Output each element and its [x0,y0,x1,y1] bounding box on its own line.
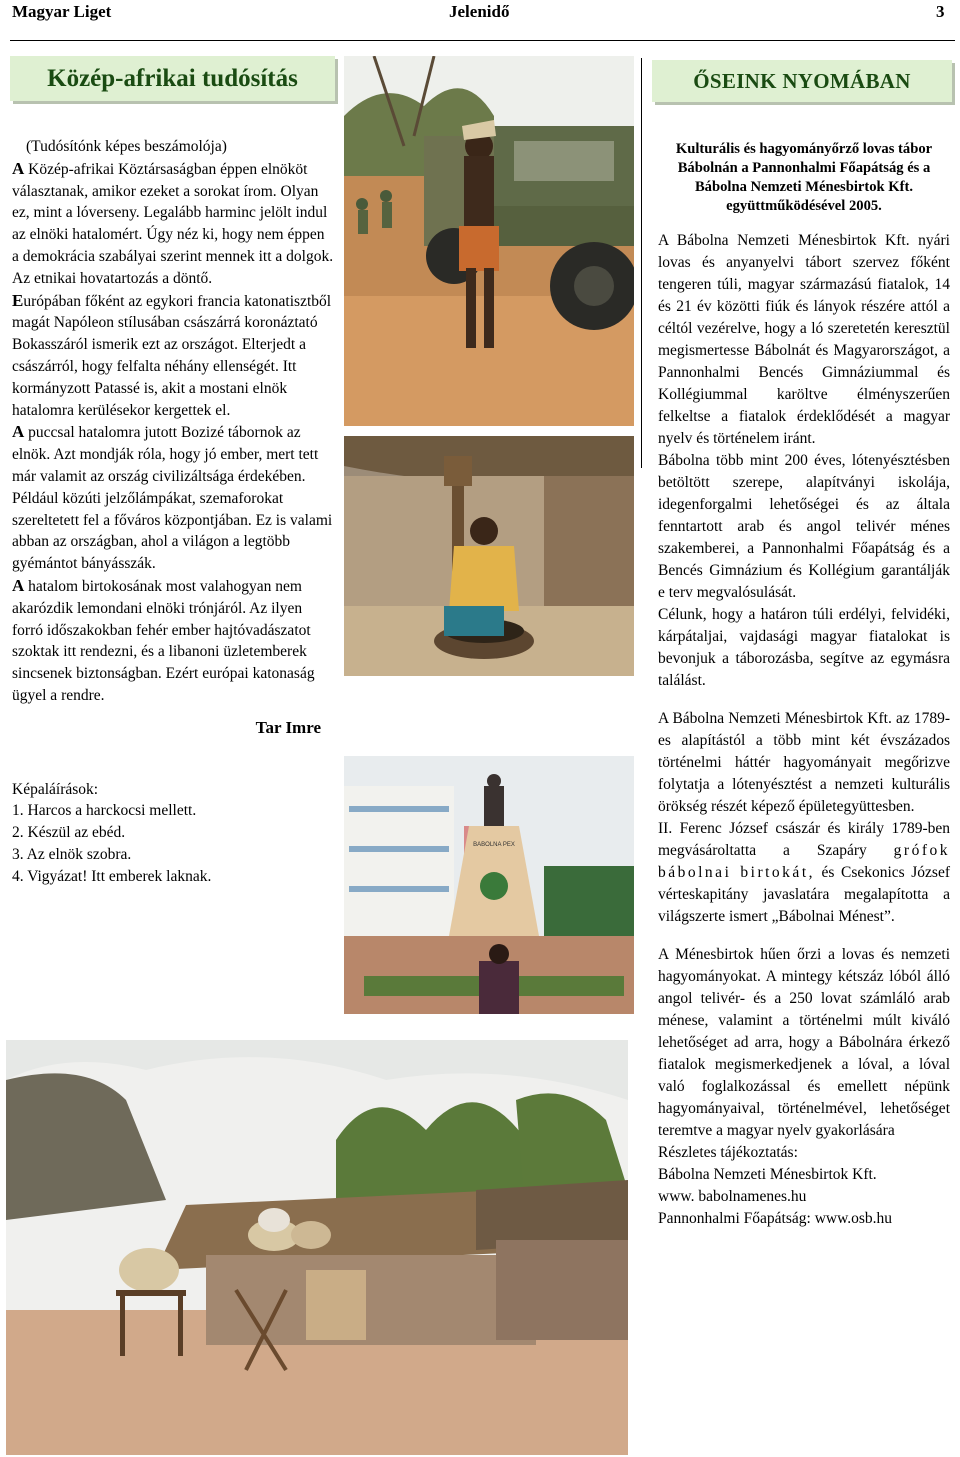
photo-monument [344,756,634,1014]
monument-sign: BABOLNA PEX [473,842,515,848]
contact-line-1: Bábolna Nemzeti Ménesbirtok Kft. [658,1166,877,1183]
right-article-title: ŐSEINK NYOMÁBAN [693,68,911,93]
section-name: Jelenidő [449,2,510,21]
photo-warrior-truck [344,56,634,426]
right-paragraph-2: Bábolna több mint 200 éves, lótenyésztésben betöltött szerepe, alapítványi iskolája, idegenforgalmi lehetőségei és az általa fenntartott arab és angol telivér ménes szakemberei, a Pannonhalmi Főapátság és a Bencés Gimnázium és Kollégium garantálják e terv megvalósulását. [658,452,950,601]
right-article-title-box [652,60,952,102]
right-paragraph-6: A Ménesbirtok hűen őrzi a lovas és nemzeti hagyományokat. A mintegy kétszáz lóból álló angol telivér- és a 250 lovat számláló arab ménese, valamint a történelmi múlt kiváló lehetőséget ad arra, hogy a Bábolnára érkező fiatalok megismerkedjenek a lóval, a lóval való foglalkozással és emellett népünk hagyományaival, történelmével, lehetőséget teremtve a magyar nyelv gyakorlására [658,946,950,1139]
right-paragraph-5: II. Ferenc József császár és király 1789-ben megvásároltatta a Szapáry grófok bábolnai birtokát, és Csekonics József vérteskapitány javaslatára megalapította a világszerte ismert „Bábolnai Ménest”. [658,820,950,925]
right-paragraph-4: A Bábolna Nemzeti Ménesbirtok Kft. az 1789-es alapítástól a több mint két évszázados történelmi háttér hagyományait megőrizve folytatja a lótenyésztést a nemzeti kulturális örökség részét képező épületegyüttesben. [658,710,950,815]
right-article-intro: Kulturális és hagyományőrző lovas tábor Bábolnán a Pannonhalmi Főapátság és a Bábolna Nemzeti Ménesbirtok Kft. együttműködésével 2005. [675,141,933,214]
paragraph-3: A puccsal hatalomra jutott Bozizé tábornok az elnök. Azt mondják róla, hogy jó ember, mert tett már valamit az ország civilizáltsága érdekében. Például közúti jelzőlámpákat, szemaforokat szereltetett fel a főváros központjában. Ez is valami abban az országban, ahol a világon a legtöbb gyémántot bányásszák. [12,422,333,573]
paragraph-2: Európában főként az egykori francia katonatisztből magát Napóleon stílusában császárrá koronáztató Bokasszáról ismerik ezt az országot. Elterjedt a császárról, hogy felfalta néhány ellenségét. Itt kormányzott Patassé is, akit a mostani elnök hatalomra kerülésekor kergettek el. [12,290,332,419]
caption-4: 4. Vigyázat! Itt emberek laknak. [12,867,212,885]
paragraph-4: A hatalom birtokosának most valahogyan nem akarózdik lemondani elnöki trónjáról. Az ilyen forró időszakokban fehér ember hajtóvadászatot szoktak itt rendezni, és a libanoni üzletemberek sincsenek biztonságban. Ezért európai katonaság ügyel a rendre. [12,575,315,704]
left-article-title-box [10,56,335,101]
paragraph-1: A Közép-afrikai Köztársaságban éppen elnököt választanak, amikor ezeket a sorokat írom. Olyan ez, mint a lóverseny. Legalább harminc jelölt indul az elnöki hatalomért. Úgy néz ki, hogy nem éppen a demokrácia szabályai szerint mennek itt a dolgok. Az etnikai hovatartozás a döntő. [12,158,334,287]
right-article-body [658,140,950,1230]
captions-title: Képaláírások: [12,780,99,798]
page-header [0,0,960,40]
left-article-title: Közép-afrikai tudósítás [47,64,298,92]
contact-line-3: Pannonhalmi Főapátság: www.osb.hu [658,1210,893,1227]
contact-line-2: www. babolnamenes.hu [658,1188,807,1205]
header-divider [10,40,955,41]
column-divider [641,58,642,468]
contact-label: Részletes tájékoztatás: [658,1144,798,1161]
article-subtitle: (Tudósítónk képes beszámolója) [26,138,227,155]
right-paragraph-1: A Bábolna Nemzeti Ménesbirtok Kft. nyári lovas és anyanyelvi tábort szervez főként tengeren túli, magyar származású fiatalok, 14 és 21 év közötti fiúk és lányok részére attól a céltól vezérelve, hogy a ló szeretetén keresztül megismertesse Bábolnát és Magyarországot, a Pannonhalmi Bencés Gimnáziummal és Kollégiummal karöltve élményszerűen felkeltse a fiatalok érdeklődését a magyar nyelv és történelem iránt. [658,232,950,447]
photo-cooking [344,436,634,676]
photo-village [6,1040,628,1455]
publication-name: Magyar Liget [12,2,112,21]
author-signature: Tar Imre [255,717,321,737]
caption-3: 3. Az elnök szobra. [12,845,132,863]
right-paragraph-3: Célunk, hogy a határon túli erdélyi, felvidéki, kárpátaljai, vajdasági magyar fiatalokat is bevonjuk a táborozásba, segítve az egymásra találást. [658,606,950,689]
page-number: 3 [936,2,945,21]
caption-2: 2. Készül az ebéd. [12,824,126,842]
left-article-body [12,136,335,888]
caption-1: 1. Harcos a harckocsi mellett. [12,802,197,820]
